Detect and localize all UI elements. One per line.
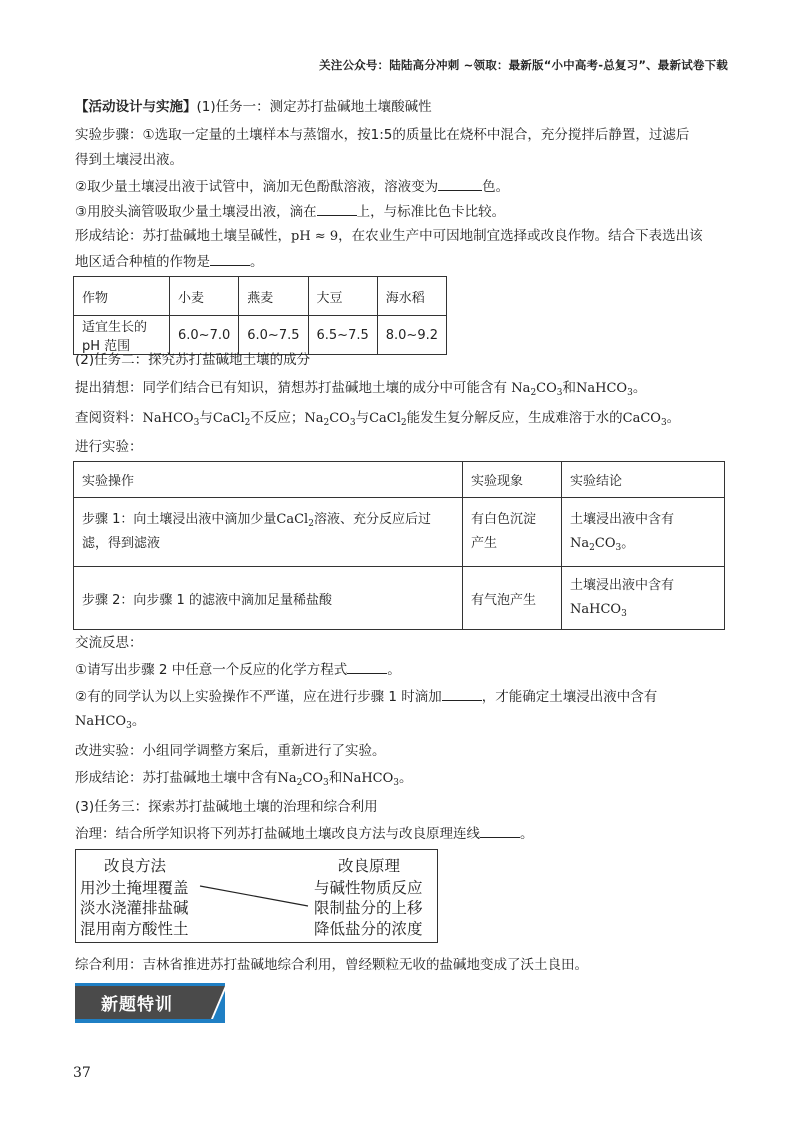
table-row [74,567,725,630]
section-banner [75,983,225,1023]
reference-line [75,408,680,429]
hypothesis-end: 。 [632,380,647,396]
answer-blank[interactable] [442,686,482,701]
banner-text: 新题特训 [101,995,173,1015]
answer-blank[interactable] [480,823,520,838]
usage-line: 综合利用：吉林省推进苏打盐碱地综合利用，曾经颗粒无收的盐碱地变成了沃土良田。 [75,957,588,973]
experiment-table [73,461,725,630]
task1-title: (1)任务一：测定苏打盐碱地土壤酸碱性 [196,99,432,115]
table-header-cell: 小麦 [170,277,239,316]
method-item: 淡水浇灌排盐碱 [80,899,189,917]
matching-box [75,849,438,943]
table-cell: 土壤浸出液中含有 NaHCO$_3$ [562,567,725,630]
table-cell: 土壤浸出液中含有 $Na_2CO_3$。 [562,498,725,567]
principle-header: 改良原理 [338,857,401,875]
table-cell: 6.0~7.0 [170,316,239,355]
step3-line [75,201,505,222]
answer-blank[interactable] [210,251,250,266]
page-number: 37 [73,1065,91,1081]
table-header-cell: 燕麦 [239,277,308,316]
improve-line: 改进实验：小组同学调整方案后，重新进行了实验。 [75,743,386,759]
table-cell: 有白色沉淀 产生 [463,498,562,567]
principle-item: 降低盐分的浓度 [314,920,423,938]
hypothesis-and: 和 [562,380,577,396]
answer-blank[interactable] [317,201,357,216]
hypothesis-text: 提出猜想：同学们结合已有知识，猜想苏打盐碱地土壤的成分中可能含有 [75,380,507,396]
table-header-cell: 实验结论 [562,462,725,498]
conclusion-text-2: ，在农业生产中可因地制宜选择或改良作物。结合下表选出该 [338,228,703,244]
formula-na2co3: $Na_2CO_3$ [277,771,329,788]
table-cell: 6.5~7.5 [308,316,377,355]
formula-nahco3: NaHCO$_3$ [570,602,627,619]
step2-end: 色。 [482,179,510,195]
table-header-cell: 实验现象 [463,462,562,498]
table-header-cell: 大豆 [308,277,377,316]
method-item: 混用南方酸性土 [80,920,189,938]
principle-item: 与碱性物质反应 [314,879,423,897]
task1-line [75,97,432,117]
table-cell: 8.0~9.2 [377,316,446,355]
formula-caco3: CaCO$_3$ [622,411,667,428]
table-row [74,277,447,316]
match-connector-line [76,850,437,942]
table-row [74,462,725,498]
formula-na2co3: $Na_2CO_3$ [511,381,563,398]
reflection-q1: ①请写出步骤 2 中任意一个反应的化学方程式 。 [75,659,401,680]
hypothesis-line [75,378,646,399]
formula-cacl2: CaCl$_2$ [369,411,407,428]
step3-text: ③用胶头滴管吸取少量土壤浸出液，滴在 [75,204,317,220]
method-header: 改良方法 [104,857,167,875]
step-intro: 实验步骤：①选取一定量的土壤样本与蒸馏水，按1:5的质量比在烧杯中混合，充分搅拌后静置，过滤后 [75,127,690,143]
formula-cacl2: CaCl$_2$ [276,512,314,529]
answer-blank[interactable] [438,176,482,191]
ref-end: 。 [666,410,681,426]
conclusion-end: 。 [250,254,264,270]
table-cell: 适宜生长的 pH 范围 [74,316,170,355]
table-cell: 步骤 2：向步骤 1 的滤液中滴加足量稀盐酸 [74,567,463,630]
answer-blank[interactable] [347,659,387,674]
conclusion-line-2 [75,251,264,272]
table-row [74,498,725,567]
ph-value: pH ≈ 9 [291,229,339,244]
formula-na2co3: $Na_2CO_3$ [570,536,622,553]
table-cell: 步骤 1：向土壤浸出液中滴加少量CaCl$_2$溶液、充分反应后过 滤，得到滤液 [74,498,463,567]
reflection-q2-cont: NaHCO$_3$。 [75,713,146,731]
formula-nahco3: NaHCO$_3$ [142,411,200,428]
task2-title: (2)任务二：探究苏打盐碱地土壤的成分 [75,352,311,368]
ref-noreact: 不反应； [250,410,305,426]
formula-nahco3: NaHCO$_3$ [75,714,132,731]
ref-with: 与 [199,410,213,426]
final-conclusion: 形成结论：苏打盐碱地土壤中含有$Na_2CO_3$和NaHCO$_3$。 [75,770,413,788]
step3-end: 上，与标准比色卡比较。 [356,204,506,220]
page-header: 关注公众号：陆陆高分冲刺 ~领取：最新版“小中高考-总复习”、最新试卷下载 [319,58,728,72]
principle-item: 限制盐分的上移 [314,899,423,917]
table-header-cell: 海水稻 [377,277,446,316]
reflection-label: 交流反思： [75,635,143,651]
conclusion-line [75,226,703,247]
table-header-cell: 作物 [74,277,170,316]
formula-na2co3: $Na_2CO_3$ [304,411,356,428]
conclusion-text-3: 地区适合种植的作物是 [75,254,210,270]
task3-title: (3)任务三：探索苏打盐碱地土壤的治理和综合利用 [75,799,378,815]
reflection-q2: ②有的同学认为以上实验操作不严谨，应在进行步骤 1 时滴加 ，才能确定土壤浸出液中含有 [75,686,657,707]
step2-line [75,176,509,197]
design-label: 【活动设计与实施】 [75,99,197,115]
conclusion-text: 形成结论：苏打盐碱地土壤呈碱性， [75,228,291,244]
ref-with: 与 [355,410,370,426]
method-item: 用沙土掩埋覆盖 [80,879,189,897]
table-cell: 6.0~7.5 [239,316,308,355]
formula-nahco3: NaHCO$_3$ [342,771,400,788]
table-cell: 有气泡产生 [463,567,562,630]
table-header-cell: 实验操作 [74,462,463,498]
step-intro-cont: 得到土壤浸出液。 [75,152,183,168]
experiment-label: 进行实验： [75,439,143,455]
govern-line: 治理：结合所学知识将下列苏打盐碱地土壤改良方法与改良原理连线 。 [75,823,534,844]
crop-ph-table [73,276,447,355]
ref-label: 查阅资料： [75,410,143,426]
table-row [74,316,447,355]
ref-react: 能发生复分解反应，生成难溶于水的 [406,410,623,426]
step2-text: ②取少量土壤浸出液于试管中，滴加无色酚酞溶液，溶液变为 [75,179,439,195]
formula-cacl2: CaCl$_2$ [212,411,251,428]
formula-nahco3: NaHCO$_3$ [576,381,633,398]
